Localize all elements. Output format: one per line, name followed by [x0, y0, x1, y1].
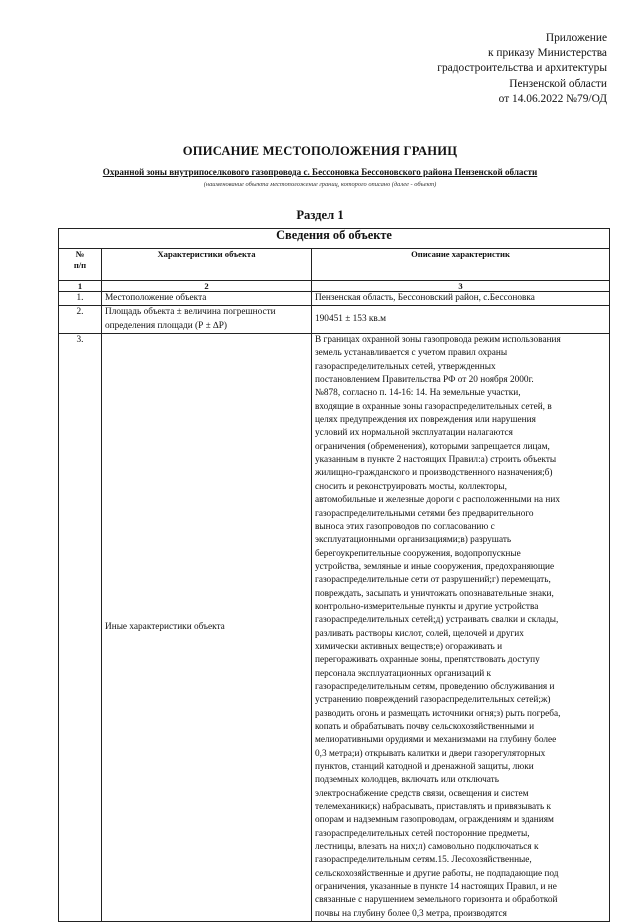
- description-line: мелиоративными орудиями и механизмами на глубину более: [315, 735, 557, 746]
- description-line: пунктов, станций катодной и дренажной защиты, люки: [315, 762, 534, 773]
- row-num: 2.: [59, 306, 102, 334]
- column-number: 1: [59, 281, 102, 292]
- description-line: химически активных веществ;е) огораживать и: [315, 641, 503, 652]
- appendix-line: градостроительства и архитектуры: [437, 62, 607, 75]
- description-line: опорам и надземным газопроводам, ограждениям и зданиям: [315, 815, 554, 826]
- document-title: ОПИСАНИЕ МЕСТОПОЛОЖЕНИЯ ГРАНИЦ: [182, 144, 458, 158]
- table-caption-row: [59, 229, 610, 249]
- row-description: [312, 306, 610, 334]
- description-line: газораспределительные сети от разрушений;г) перемещать,: [315, 575, 551, 586]
- row-num: 1.: [59, 292, 102, 306]
- appendix-line: к приказу Министерства: [487, 47, 607, 60]
- description-line: 190451 ± 153 кв.м: [315, 314, 387, 325]
- row-characteristic: Иные характеристики объекта: [102, 334, 312, 922]
- description-line: берегоукрепительные сооружения, водопропускные: [315, 548, 521, 559]
- column-number: 3: [312, 281, 610, 292]
- description-line: постановлением Правительства РФ от 20 ноября 2000г.: [315, 375, 534, 386]
- column-number: 2: [102, 281, 312, 292]
- appendix-line: Приложение: [545, 32, 607, 44]
- description-line: газораспределительными сетями без предварительного: [315, 508, 534, 519]
- description-line: целях предупреждения их повреждения или нарушения: [315, 415, 536, 426]
- table-row: [59, 292, 610, 306]
- description-line: лестницы, влезать на них;л) самовольно подключаться к: [315, 842, 539, 853]
- description-line: условий их нормальной эксплуатации налагаются: [315, 428, 513, 439]
- appendix-block: [387, 31, 607, 107]
- header-description: Описание характеристик: [312, 249, 610, 281]
- description-line: сельскохозяйственные и другие работы, не подпадающие под: [315, 868, 559, 879]
- description-line: телемеханики;к) набрасывать, приставлять и привязывать к: [315, 802, 552, 813]
- description-line: Пензенская область, Бессоновский район, с.Бессоновка: [315, 293, 535, 303]
- column-numbers-row: [59, 281, 610, 292]
- description-line: копать и обрабатывать почву сельскохозяйственными и: [315, 722, 535, 732]
- description-line: устройства, земляные и иные сооружения, предохраняющие: [315, 561, 555, 572]
- table-row: [59, 306, 610, 334]
- row-characteristic: Площадь объекта ± величина погрешности определения площади (Р ± ∆Р): [102, 306, 312, 334]
- description-line: сносить и реконструировать мосты, коллекторы,: [315, 481, 508, 492]
- document-subtitle: Охранной зоны внутрипоселкового газопровода с. Бессоновка Бессоновского района Пензенской области: [102, 167, 538, 177]
- description-line: земель устанавливается с учетом правил охраны: [315, 348, 508, 359]
- description-line: подземных колодцев, включать или отключать: [315, 775, 499, 786]
- row-description: [312, 292, 610, 306]
- description-line: связанные с нарушением земельного горизонта и обработкой: [315, 895, 558, 906]
- description-line: перегораживать охранные зоны, препятствовать доступу: [315, 655, 540, 666]
- description-line: газораспределительных сетей;д) устраивать свалки и склады,: [315, 615, 559, 626]
- table-header-row: [59, 249, 610, 281]
- section-heading: Раздел 1: [296, 208, 344, 222]
- subtitle-note: (наименование объекта местоположение границ, которого описано (далее - объект): [203, 181, 437, 188]
- description-line: указанным в пункте 2 настоящих Правил:а) строить объекты: [315, 455, 557, 466]
- description-line: повреждать, засыпать и уничтожать опознавательные знаки,: [315, 588, 554, 599]
- description-line: жилищно-гражданского и производственного назначения;б): [315, 468, 553, 479]
- description-line: устранению повреждений газораспределительных сетей;ж): [315, 695, 551, 706]
- header-num: № п/п: [59, 249, 102, 281]
- description-line: почвы на глубину более 0,3 метра, производятся: [315, 908, 507, 919]
- description-line: выноса этих газопроводов по согласованию с: [315, 521, 495, 532]
- description-line: разливать растворы кислот, солей, щелочей и других: [315, 628, 524, 639]
- description-line: эксплуатационными организациями;в) разрушать: [315, 535, 512, 546]
- header-characteristic: Характеристики объекта: [102, 249, 312, 281]
- description-line: газораспределительным сетям.15. Лесохозяйственные,: [315, 855, 532, 866]
- description-line: входящие в охранные зоны газораспределительных сетей, в: [315, 401, 552, 412]
- description-line: газораспределительных сетей посторонние предметы,: [315, 828, 530, 839]
- row-num: 3.: [59, 334, 102, 922]
- row-characteristic: Местоположение объекта: [102, 292, 312, 306]
- appendix-line: от 14.06.2022 №79/ОД: [498, 92, 607, 105]
- description-line: ограничения (обременения), которыми запрещается лицам,: [315, 441, 550, 452]
- description-line: контрольно-измерительные пункты и другие устройства: [315, 601, 539, 612]
- description-line: автомобильные и железные дороги с расположенными на них: [315, 495, 560, 506]
- row-description: [312, 334, 610, 922]
- description-line: персонала эксплуатационных организаций к: [315, 668, 492, 679]
- description-line: газораспределительных сетей, утвержденных: [315, 361, 496, 372]
- description-line: 0,3 метра;и) открывать калитки и двери газорегуляторных: [315, 748, 546, 759]
- object-info-table: [58, 228, 610, 922]
- table-caption: Сведения об объекте: [59, 229, 610, 249]
- description-line: №878, согласно п. 14-16: 14. На земельные участки,: [315, 388, 521, 399]
- appendix-line: Пензенской области: [509, 77, 607, 90]
- description-line: электроснабжение средств связи, освещения и систем: [315, 788, 529, 799]
- description-line: ограничения, указанные в пункте 14 настоящих Правил, и не: [315, 882, 557, 893]
- table-row: [59, 334, 610, 922]
- description-line: разводить огонь и размещать источники огня;з) рыть погреба,: [315, 708, 561, 719]
- description-line: В границах охранной зоны газопровода режим использования: [315, 335, 561, 346]
- description-line: газораспределительным сетям, проведению обслуживания и: [315, 681, 555, 692]
